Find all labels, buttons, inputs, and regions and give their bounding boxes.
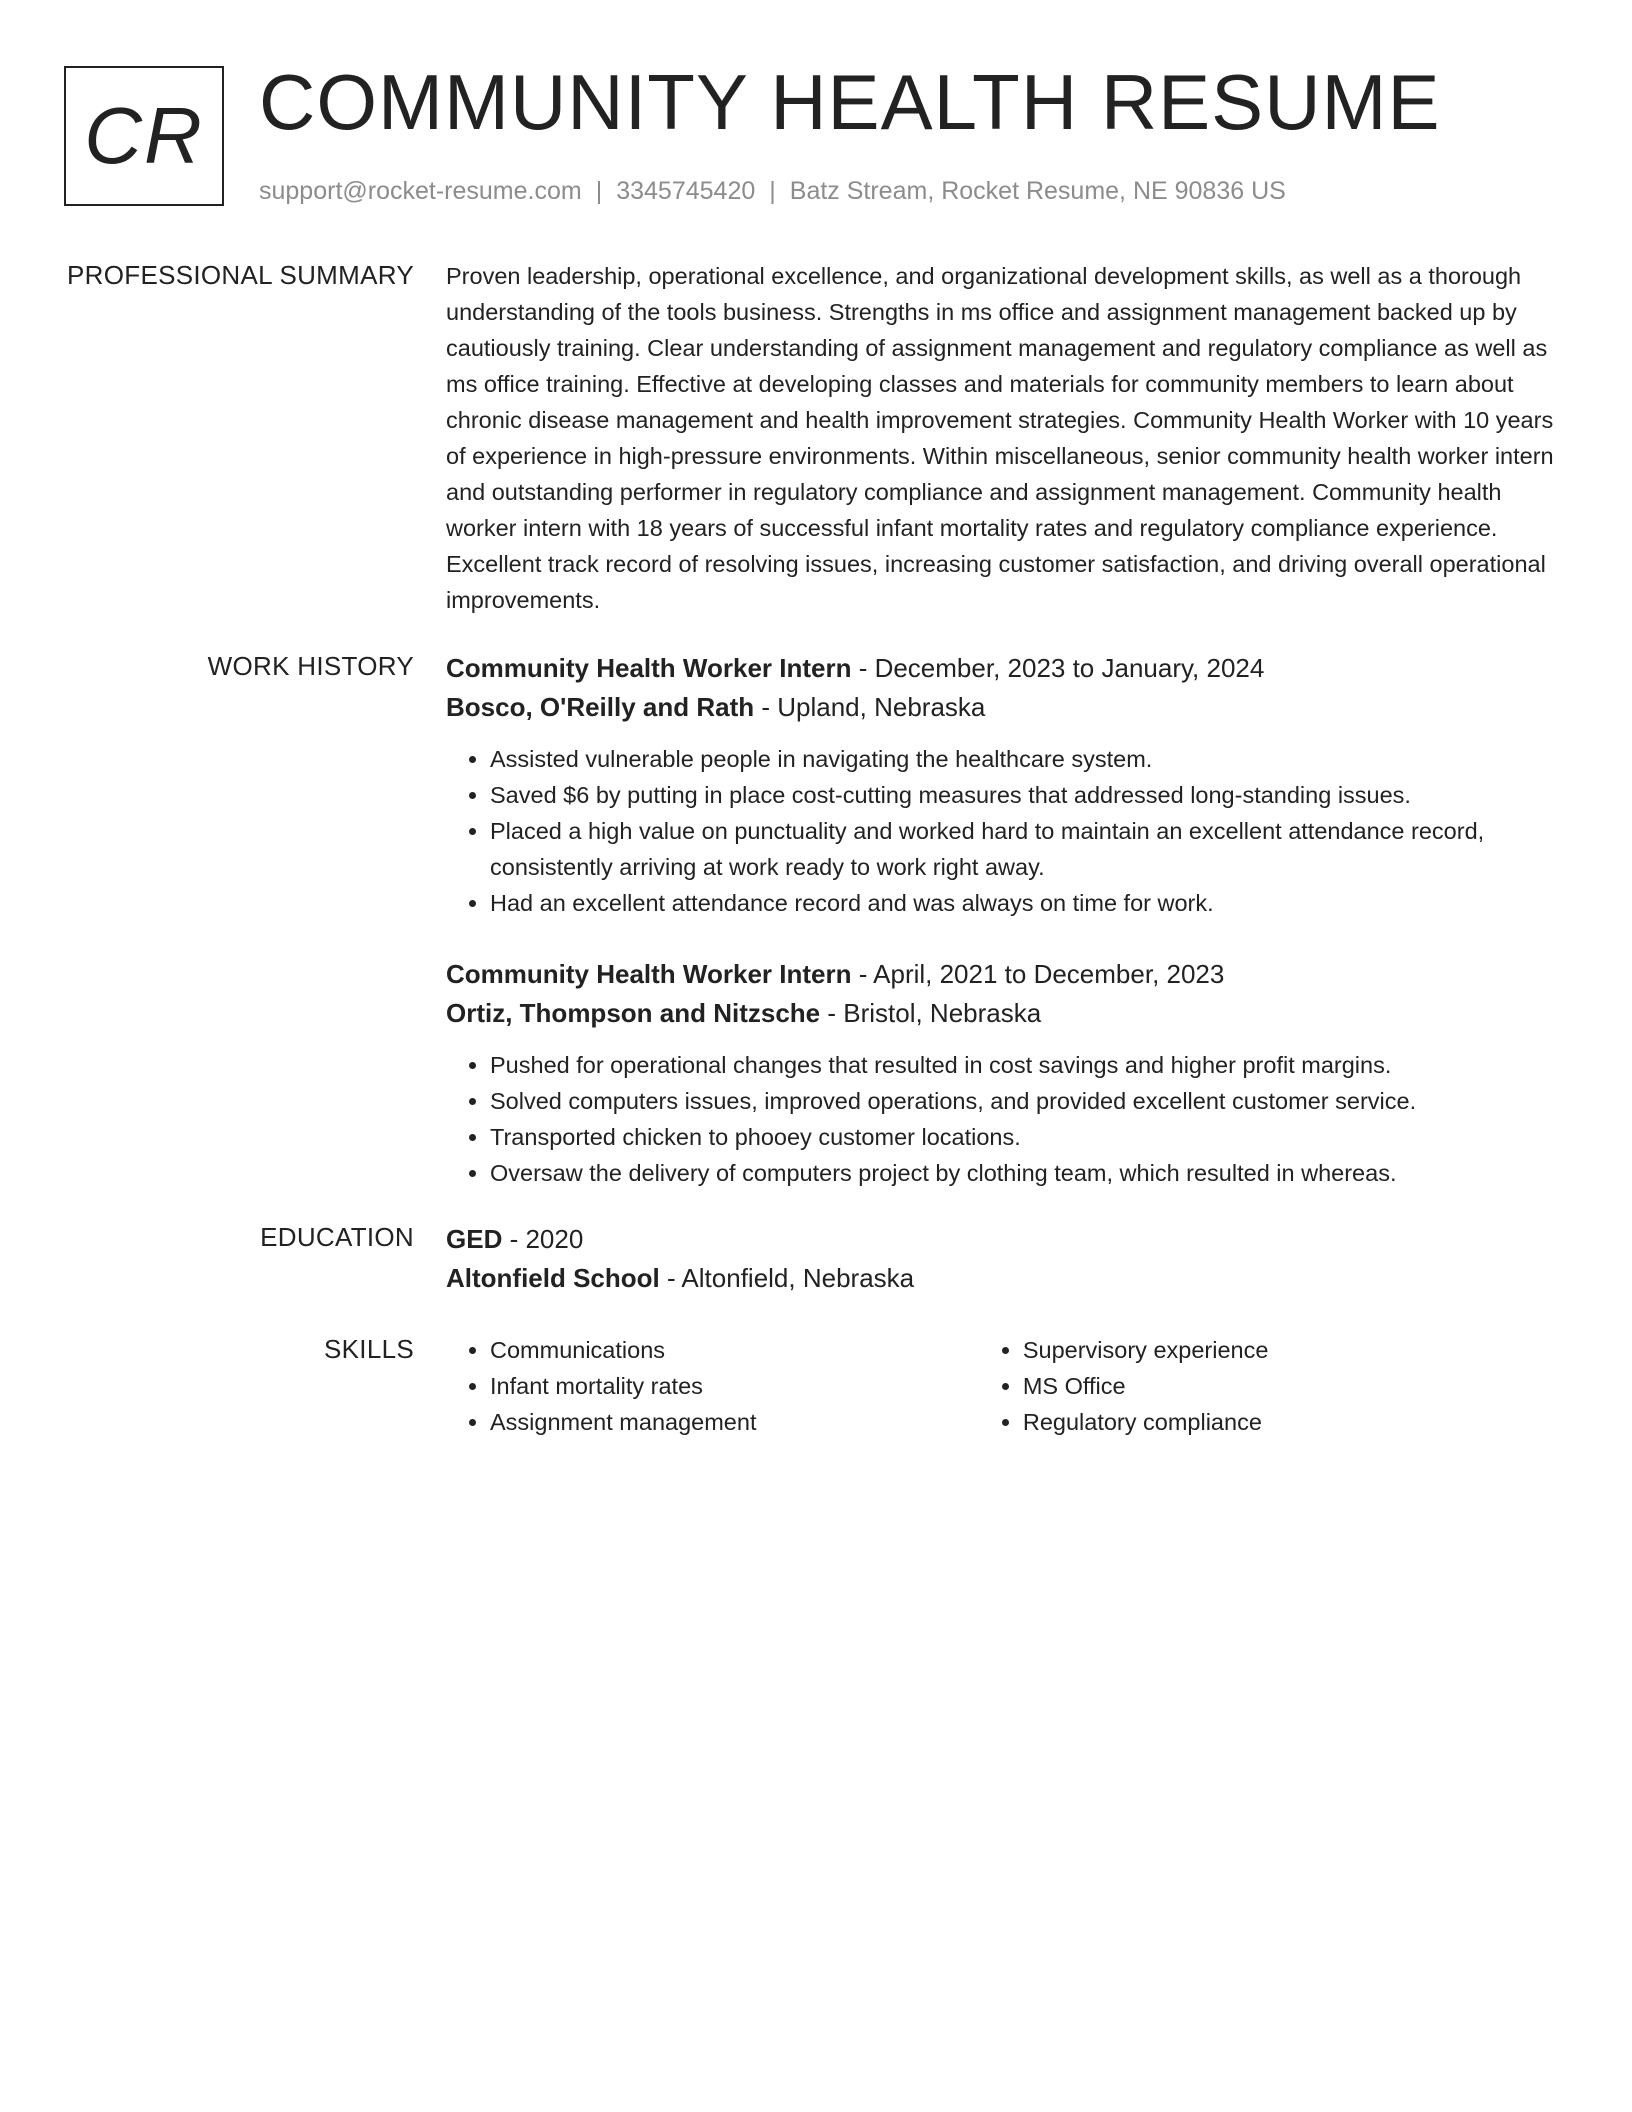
job-company: Bosco, O'Reilly and Rath [446,692,755,722]
job-title-line [446,955,1566,994]
skill-item: • MS Office [1023,1368,1566,1404]
skill-item: • Infant mortality rates [490,1368,979,1404]
education-degree-line [446,1220,1566,1259]
skill-item: • Assignment management [490,1404,979,1440]
job-duties-list [446,741,1566,921]
skill-item: • Communications [490,1332,979,1368]
job-company-line [446,994,1566,1033]
education-location: - Altonfield, Nebraska [659,1263,915,1293]
job-dates: - April, 2021 to December, 2023 [851,959,1225,989]
job-company-line [446,688,1566,727]
contact-separator: | [595,177,603,205]
job-dates: - December, 2023 to January, 2024 [851,653,1265,683]
education-school: Altonfield School [446,1263,660,1293]
contact-line [259,174,1286,208]
job-duties-list [446,1047,1566,1191]
skills-list-right [979,1332,1566,1440]
job-duty: • Placed a high value on punctuality and worked hard to maintain an excellent attendance record, consistently arriving at work ready to work right away. [490,813,1566,885]
job-title: Community Health Worker Intern [446,959,852,989]
contact-separator: | [769,177,776,205]
contact-address: Batz Stream, Rocket Resume, NE 90836 US [789,177,1286,205]
job-duty: • Solved computers issues, improved operations, and provided excellent customer service. [490,1083,1566,1119]
section-heading-education: EDUCATION [260,1222,414,1252]
job-duty: • Assisted vulnerable people in navigating the healthcare system. [490,741,1566,777]
job-entry [446,955,1566,1191]
job-duty: • Pushed for operational changes that resulted in cost savings and higher profit margins. [490,1047,1566,1083]
section-heading-work-history: WORK HISTORY [207,651,414,681]
skill-item: • Supervisory experience [1023,1332,1566,1368]
job-duty: • Oversaw the delivery of computers project by clothing team, which resulted in whereas. [490,1155,1566,1191]
job-title-line [446,649,1566,688]
job-company: Ortiz, Thompson and Nitzsche [446,998,821,1028]
resume-title: COMMUNITY HEALTH RESUME [259,58,1441,146]
summary-text: Proven leadership, operational excellence, and organizational development skills, as well as a thorough understanding of the tools business. Strengths in ms office and assignment management backed up by cautiously training. Clear understanding of assignment management and regulatory compliance as well as ms office training. Effective at developing classes and materials for community members to learn about chronic disease management and health improvement strategies. Community Health Worker with 10 years of experience in high-pressure environments. Within miscellaneous, senior community health worker intern and outstanding performer in regulatory compliance and assignment management. Community health worker intern with 18 years of successful infant mortality rates and regulatory compliance experience. Excellent track record of resolving issues, increasing customer satisfaction, and driving overall operational improvements. [446,263,1554,613]
job-title: Community Health Worker Intern [446,653,852,683]
contact-email[interactable]: support@rocket-resume.com [259,177,582,205]
monogram-logo: CR [64,66,224,206]
education-year: - 2020 [502,1224,584,1254]
job-entry [446,649,1566,921]
contact-phone[interactable]: 3345745420 [616,177,756,205]
job-duty: • Had an excellent attendance record and was always on time for work. [490,885,1566,921]
job-duty: • Transported chicken to phooey customer locations. [490,1119,1566,1155]
section-heading-skills: SKILLS [324,1334,414,1364]
job-location: - Upland, Nebraska [754,692,986,722]
job-location: - Bristol, Nebraska [820,998,1042,1028]
education-degree: GED [446,1224,503,1254]
job-duty: • Saved $6 by putting in place cost-cutting measures that addressed long-standing issues. [490,777,1566,813]
education-school-line [446,1259,1566,1298]
section-heading-summary: PROFESSIONAL SUMMARY [67,260,414,290]
skills-list-left [446,1332,979,1440]
skill-item: • Regulatory compliance [1023,1404,1566,1440]
